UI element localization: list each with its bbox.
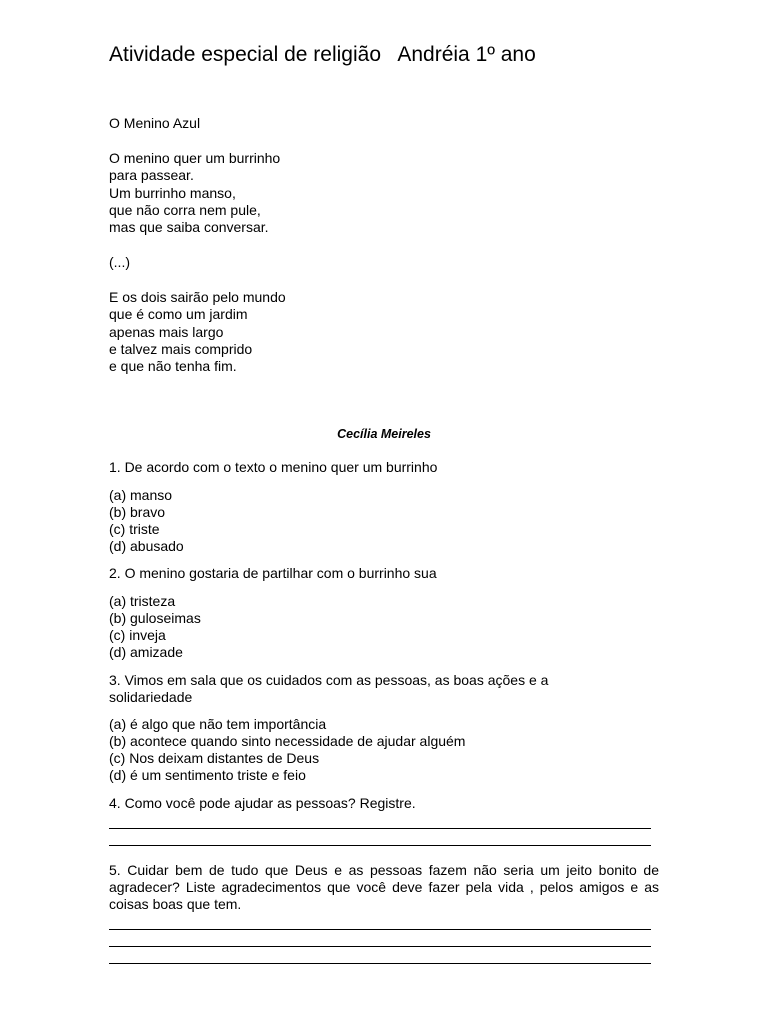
poem-line: E os dois sairão pelo mundo <box>109 289 286 305</box>
answer-line[interactable] <box>109 946 651 947</box>
poem-line: Um burrinho manso, <box>109 184 236 201</box>
question-5: 5. Cuidar bem de tudo que Deus e as pessoas fazem não seria um jeito bonito de agradecer? Liste agradecimentos que você deve fazer pela vida , pelos amigos e as coisas boas que tem. <box>109 862 659 912</box>
option-c[interactable]: (c) Nos deixam distantes de Deus <box>109 750 320 766</box>
answer-line[interactable] <box>109 963 651 964</box>
answer-line[interactable] <box>109 828 651 829</box>
option-a[interactable]: (a) manso <box>109 487 173 503</box>
poem-line: que é como um jardim <box>109 306 248 323</box>
question-text: 4. Como você pode ajudar as pessoas? Registre. <box>109 795 416 811</box>
question-1 <box>109 459 437 476</box>
poem-title: O Menino Azul <box>109 115 201 131</box>
answer-line[interactable] <box>109 929 651 930</box>
question-2 <box>109 565 437 582</box>
option-a[interactable]: (a) é algo que não tem importância <box>109 716 327 732</box>
option-c[interactable]: (c) inveja <box>109 627 166 643</box>
question-text: solidariedade <box>109 689 193 705</box>
poem-author: Cecília Meireles <box>337 427 431 441</box>
question-1-options <box>109 487 184 555</box>
poem-ellipsis-text: (...) <box>109 254 130 270</box>
option-a[interactable]: (a) tristeza <box>109 593 176 609</box>
option-c[interactable]: (c) triste <box>109 521 160 537</box>
question-text: 2. O menino gostaria de partilhar com o burrinho sua <box>109 565 437 581</box>
poem-stanza-2 <box>109 289 286 375</box>
option-b[interactable]: (b) bravo <box>109 504 166 520</box>
poem-line: e que não tenha fim. <box>109 358 237 375</box>
poem-line: O menino quer um burrinho <box>109 150 281 166</box>
poem-line: apenas mais largo <box>109 323 224 340</box>
answer-line[interactable] <box>109 845 651 846</box>
poem-stanza-1 <box>109 150 280 236</box>
question-3 <box>109 672 548 706</box>
question-text: 1. De acordo com o texto o menino quer um burrinho <box>109 459 438 475</box>
option-b[interactable]: (b) guloseimas <box>109 610 201 626</box>
poem-line: e talvez mais comprido <box>109 340 253 357</box>
question-3-options <box>109 716 465 784</box>
option-b[interactable]: (b) acontece quando sinto necessidade de ajudar alguém <box>109 733 466 749</box>
poem-line: mas que saiba conversar. <box>109 219 269 236</box>
poem-ellipsis <box>109 254 130 271</box>
option-d[interactable]: (d) abusado <box>109 538 184 554</box>
poem-line: para passear. <box>109 167 194 184</box>
option-d[interactable]: (d) é um sentimento triste e feio <box>109 767 306 783</box>
worksheet-title: Atividade especial de religião Andréia 1º ano <box>109 43 536 66</box>
poem-line: que não corra nem pule, <box>109 201 261 218</box>
question-2-options <box>109 593 201 661</box>
option-d[interactable]: (d) amizade <box>109 644 183 660</box>
question-text: 3. Vimos em sala que os cuidados com as pessoas, as boas ações e a <box>109 672 549 688</box>
question-4 <box>109 795 416 812</box>
